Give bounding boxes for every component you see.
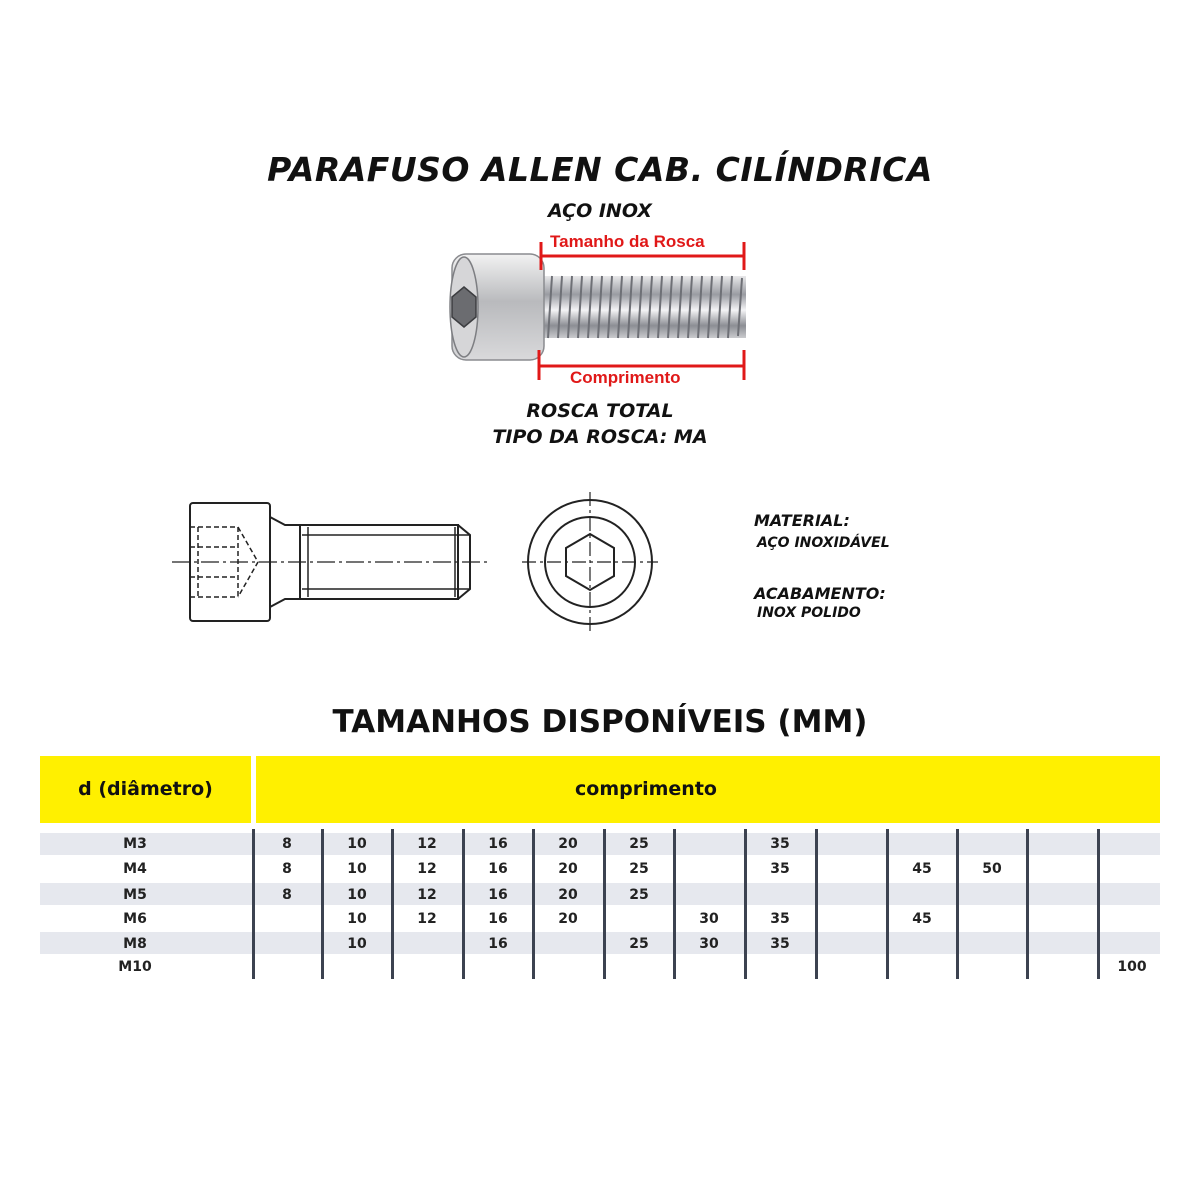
- length-cell: 8: [282, 836, 292, 852]
- length-cell: 100: [1117, 959, 1147, 975]
- length-cell: 50: [982, 861, 1002, 877]
- table-column-divider: [252, 829, 255, 979]
- finish-value: INOX POLIDO: [757, 605, 861, 621]
- diameter-cell: M5: [123, 887, 147, 903]
- length-cell: 30: [699, 936, 719, 952]
- length-cell: 35: [770, 861, 790, 877]
- table-column-divider: [603, 829, 606, 979]
- length-cell: 25: [629, 861, 649, 877]
- length-cell: 12: [417, 836, 437, 852]
- length-cell: 12: [417, 911, 437, 927]
- table-column-divider: [815, 829, 818, 979]
- table-column-divider: [1097, 829, 1100, 979]
- length-cell: 16: [488, 936, 508, 952]
- length-cell: 45: [912, 861, 932, 877]
- page-subtitle: AÇO INOX: [548, 200, 652, 222]
- length-cell: 20: [558, 836, 578, 852]
- material-label: MATERIAL:: [754, 511, 850, 530]
- length-cell: 25: [629, 936, 649, 952]
- table-column-divider: [462, 829, 465, 979]
- length-cell: 16: [488, 887, 508, 903]
- thread-size-label: Tamanho da Rosca: [550, 232, 705, 251]
- length-cell: 25: [629, 836, 649, 852]
- length-cell: 10: [347, 911, 367, 927]
- table-column-divider: [744, 829, 747, 979]
- table-column-divider: [391, 829, 394, 979]
- length-cell: 10: [347, 861, 367, 877]
- table-column-divider: [532, 829, 535, 979]
- length-cell: 10: [347, 936, 367, 952]
- length-cell: 16: [488, 911, 508, 927]
- length-cell: 45: [912, 911, 932, 927]
- table-column-divider: [673, 829, 676, 979]
- length-cell: 16: [488, 861, 508, 877]
- length-cell: 35: [770, 936, 790, 952]
- length-cell: 8: [282, 887, 292, 903]
- length-cell: 20: [558, 861, 578, 877]
- length-cell: 35: [770, 836, 790, 852]
- table-column-divider: [321, 829, 324, 979]
- diameter-cell: M3: [123, 836, 147, 852]
- length-header-label: comprimento: [575, 778, 717, 800]
- diameter-cell: M4: [123, 861, 147, 877]
- length-cell: 30: [699, 911, 719, 927]
- diameter-cell: M6: [123, 911, 147, 927]
- length-cell: 16: [488, 836, 508, 852]
- thread-coverage: ROSCA TOTAL: [526, 400, 674, 422]
- length-cell: 12: [417, 861, 437, 877]
- length-cell: 8: [282, 861, 292, 877]
- page-title: PARAFUSO ALLEN CAB. CILÍNDRICA: [267, 150, 933, 189]
- length-cell: 20: [558, 887, 578, 903]
- finish-label: ACABAMENTO:: [754, 584, 886, 603]
- table-column-divider: [886, 829, 889, 979]
- material-value: AÇO INOXIDÁVEL: [757, 535, 890, 551]
- length-cell: 10: [347, 836, 367, 852]
- diameter-header-label: d (diâmetro): [78, 778, 213, 800]
- sizes-title: TAMANHOS DISPONÍVEIS (MM): [332, 704, 868, 740]
- diameter-cell: M10: [118, 959, 152, 975]
- length-cell: 35: [770, 911, 790, 927]
- table-column-divider: [1026, 829, 1029, 979]
- length-cell: 12: [417, 887, 437, 903]
- diameter-cell: M8: [123, 936, 147, 952]
- length-cell: 10: [347, 887, 367, 903]
- table-column-divider: [956, 829, 959, 979]
- length-label: Comprimento: [570, 368, 681, 387]
- thread-type: TIPO DA ROSCA: MA: [492, 426, 708, 448]
- length-cell: 20: [558, 911, 578, 927]
- length-cell: 25: [629, 887, 649, 903]
